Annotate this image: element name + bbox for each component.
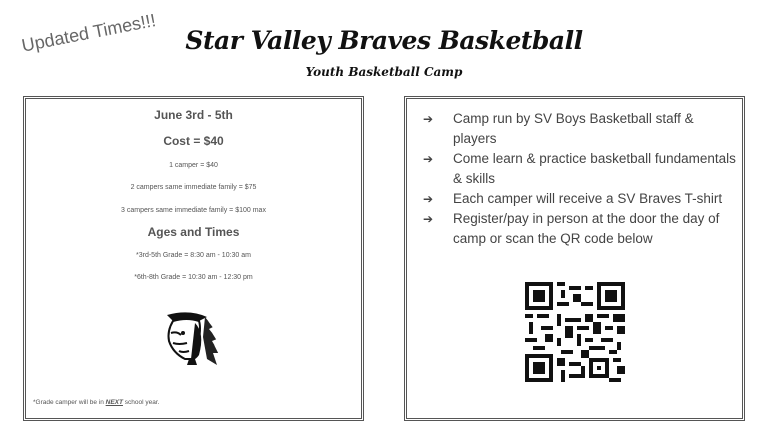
camp-cost: Cost = $40 <box>163 134 224 148</box>
bullet-item <box>423 149 738 189</box>
page-subtitle: Youth Basketball Camp <box>305 65 463 79</box>
camp-dates: June 3rd - 5th <box>154 108 233 122</box>
footnote-text-pre: *Grade camper will be in <box>33 399 106 406</box>
arrow-icon: ➔ <box>423 152 434 166</box>
arrow-icon: ➔ <box>423 212 434 226</box>
bullet-text: Register/pay in person at the door the day of camp or scan the QR code below <box>453 211 720 246</box>
time-line-2: *6th-8th Grade = 10:30 am - 12:30 pm <box>134 274 253 281</box>
braves-mascot-logo <box>159 309 227 367</box>
bullet-item <box>423 109 738 149</box>
camp-details-panel <box>23 96 364 421</box>
bullet-text: Each camper will receive a SV Braves T-shirt <box>453 191 723 206</box>
ages-heading: Ages and Times <box>147 225 240 239</box>
arrow-icon: ➔ <box>423 192 434 206</box>
info-bullet-list <box>423 109 738 249</box>
page-title: Star Valley Braves Basketball <box>185 26 583 55</box>
price-line-1: 1 camper = $40 <box>169 162 218 169</box>
bullet-item <box>423 209 738 249</box>
footnote-emphasis: NEXT <box>105 399 123 406</box>
bullet-item <box>423 189 738 209</box>
price-line-2: 2 campers same immediate family = $75 <box>130 184 257 191</box>
bullet-text: Camp run by SV Boys Basketball staff & players <box>453 111 694 146</box>
price-line-3: 3 campers same immediate family = $100 max <box>121 207 266 214</box>
grade-footnote <box>33 399 159 406</box>
time-line-1: *3rd-5th Grade = 8:30 am - 10:30 am <box>136 252 251 259</box>
arrow-icon: ➔ <box>423 112 434 126</box>
bullet-text: Come learn & practice basketball fundamentals & skills <box>453 151 736 186</box>
updated-times-stamp: Updated Times!!! <box>20 10 158 56</box>
qr-code-icon[interactable] <box>525 282 625 382</box>
camp-info-panel <box>404 96 745 421</box>
footnote-text-post: school year. <box>122 399 160 406</box>
